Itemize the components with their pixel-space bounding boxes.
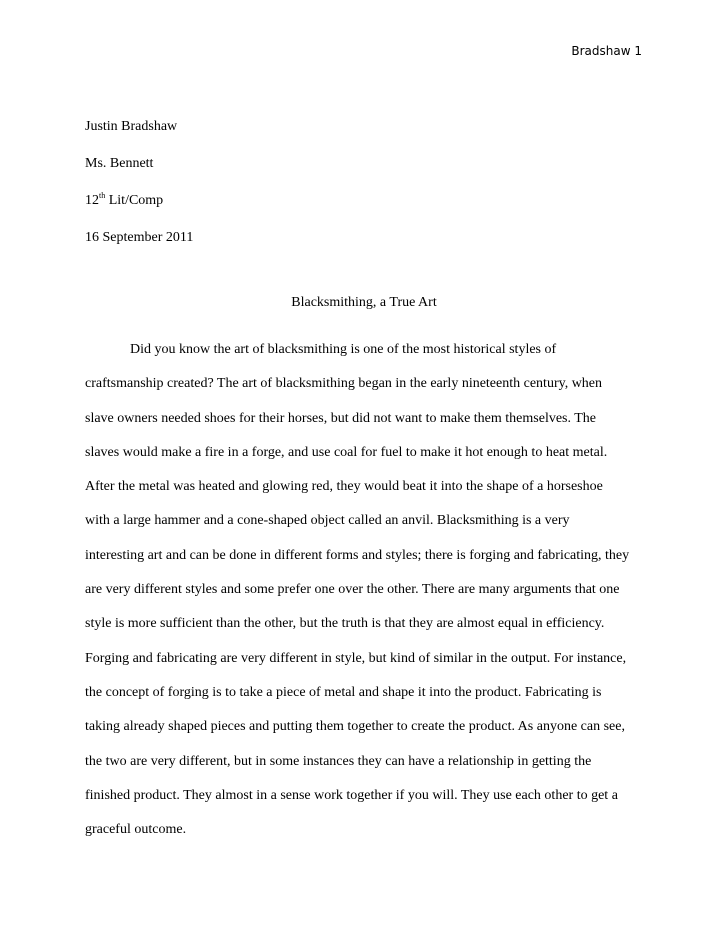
paragraph-line: craftsmanship created? The art of blacksmithing began in the early nineteenth century, when bbox=[85, 376, 603, 392]
author-name: Justin Bradshaw bbox=[85, 119, 178, 134]
paragraph-line: After the metal was heated and glowing red, they would beat it into the shape of a horseshoe bbox=[85, 479, 603, 495]
paragraph-line: finished product. They almost in a sense work together if you will. They use each other to get a bbox=[85, 787, 618, 803]
paragraph-line: the two are very different, but in some instances they can have a relationship in getting the bbox=[85, 753, 592, 769]
paragraph-line: Forging and fabricating are very different in style, but kind of similar in the output. For instance, bbox=[85, 650, 627, 666]
paragraph-line: interesting art and can be done in different forms and styles; there is forging and fabricating, they bbox=[85, 547, 630, 563]
paragraph-line: the concept of forging is to take a piece of metal and shape it into the product. Fabricating is bbox=[85, 684, 602, 700]
body-paragraph bbox=[85, 341, 660, 855]
paragraph-line: taking already shaped pieces and putting them together to create the product. As anyone can see, bbox=[85, 719, 625, 735]
paragraph-line: graceful outcome. bbox=[85, 822, 187, 838]
paragraph-line: Did you know the art of blacksmithing is one of the most historical styles of bbox=[130, 342, 557, 357]
course-name bbox=[85, 192, 660, 229]
course-number: 12 bbox=[85, 193, 99, 208]
essay-title: Blacksmithing, a True Art bbox=[291, 295, 437, 310]
mla-heading bbox=[85, 118, 660, 266]
paragraph-line: slave owners needed shoes for their horses, but did not want to make them themselves. The bbox=[85, 410, 597, 426]
teacher-name: Ms. Bennett bbox=[85, 156, 154, 171]
course-suffix: th bbox=[99, 191, 106, 200]
running-head: Bradshaw 1 bbox=[571, 44, 642, 58]
paragraph-line: are very different styles and some prefer one over the other. There are many arguments that one bbox=[85, 582, 620, 598]
paragraph-line: style is more sufficient than the other, but the truth is that they are almost equal in efficiency. bbox=[85, 616, 605, 632]
paragraph-line: with a large hammer and a cone-shaped object called an anvil. Blacksmithing is a very bbox=[85, 513, 570, 529]
course-title: Lit/Comp bbox=[105, 193, 164, 208]
paragraph-line: slaves would make a fire in a forge, and use coal for fuel to make it hot enough to heat metal. bbox=[85, 444, 608, 460]
essay-date: 16 September 2011 bbox=[85, 230, 194, 245]
